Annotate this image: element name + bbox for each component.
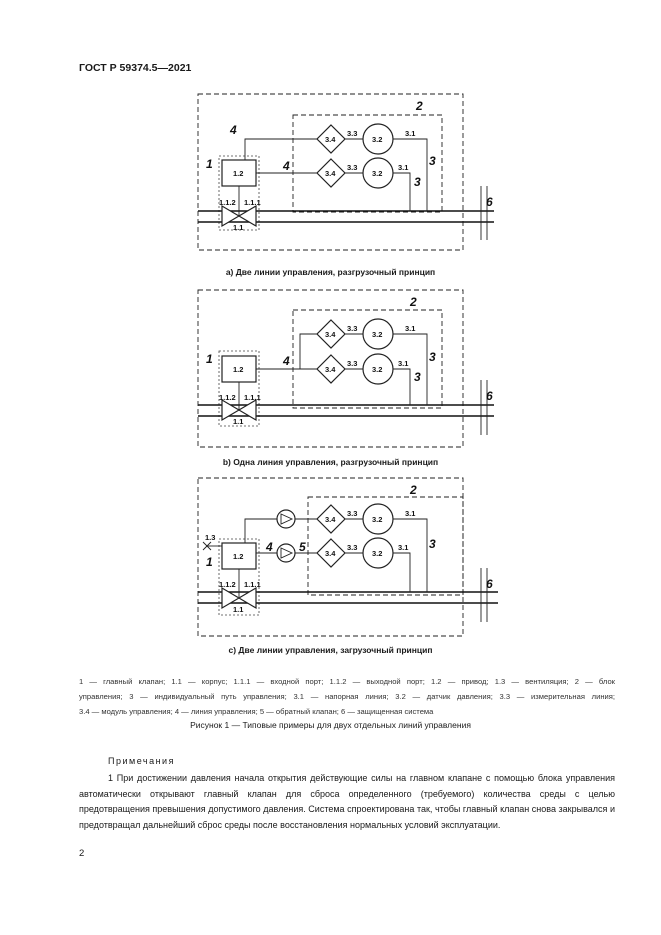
label-n3: 3 [414,370,421,384]
label-n6: 6 [486,195,493,209]
label-n6: 6 [486,577,493,591]
label-n2: 2 [410,483,417,497]
label-3-3: 3.3 [347,543,358,552]
label-1-2: 1.2 [233,169,244,178]
legend-line: управления; 3 — индивидуальный путь управления; 3.1 — напорная линия; 3.2 — датчик давления; 3.3 — измерительная линия; [79,692,615,701]
label-3-3: 3.3 [347,324,358,333]
label-3-1: 3.1 [405,324,416,333]
label-1-1-1: 1.1.1 [244,198,261,207]
figure-a [198,94,494,250]
label-n1: 1 [206,157,213,171]
figure-c [198,478,498,636]
label-3-4: 3.4 [325,515,336,524]
label-n2: 2 [410,295,417,309]
label-n3: 3 [414,175,421,189]
label-n2: 2 [416,99,423,113]
figure-b [198,290,494,447]
label-3-2: 3.2 [372,515,383,524]
subfigure-c-caption: с) Две линии управления, загрузочный принцип [228,645,433,655]
figure-caption: Рисунок 1 — Типовые примеры для двух отдельных линий управления [190,720,471,730]
figure-legend [79,674,615,719]
label-3-2: 3.2 [372,330,383,339]
label-3-4: 3.4 [325,169,336,178]
label-3-1: 3.1 [398,163,409,172]
label-n3: 3 [429,537,436,551]
legend-line: 1 — главный клапан; 1.1 — корпус; 1.1.1 — входной порт; 1.1.2 — выходной порт; 1.2 — привод; 1.3 — вентиляция; 2 — блок [79,677,615,686]
label-3-3: 3.3 [347,359,358,368]
label-n4: 4 [283,354,290,368]
label-n3: 3 [429,350,436,364]
subfigure-a-caption: а) Две линии управления, разгрузочный принцип [225,267,436,277]
label-3-3: 3.3 [347,163,358,172]
label-1-3: 1.3 [205,533,216,542]
label-3-4: 3.4 [325,135,336,144]
label-3-2: 3.2 [372,169,383,178]
label-1-2: 1.2 [233,552,244,561]
page-number: 2 [79,848,85,859]
note-1-text: 1 При достижении давления начала открытия действующие силы на главном клапане с помощью блока управления автоматически открывают главный клапан для сброса определенного (требуемого) количества среды с целью предотвращения превышения допустимого давления. Система спроектирована так, чтобы главный клапан снова закрывался и предотвращал дальнейший сброс среды после восстановления нормальных условий эксплуатации. [79,773,615,830]
label-3-2: 3.2 [372,549,383,558]
legend-line: 3.4 — модуль управления; 4 — линия управления; 5 — обратный клапан; 6 — защищенная система [79,707,434,716]
document-header: ГОСТ Р 59374.5—2021 [79,62,192,74]
label-3-4: 3.4 [325,330,336,339]
label-1-1: 1.1 [233,417,244,426]
label-3-2: 3.2 [372,135,383,144]
label-3-1: 3.1 [405,509,416,518]
label-3-3: 3.3 [347,129,358,138]
label-3-3: 3.3 [347,509,358,518]
label-3-4: 3.4 [325,549,336,558]
label-1-1-1: 1.1.1 [244,580,261,589]
label-3-4: 3.4 [325,365,336,374]
label-1-2: 1.2 [233,365,244,374]
label-3-1: 3.1 [398,543,409,552]
label-1-1: 1.1 [233,223,244,232]
label-1-1-2: 1.1.2 [219,198,236,207]
label-n6: 6 [486,389,493,403]
label-n1: 1 [206,352,213,366]
label-n4: 4 [266,540,273,554]
label-n4: 4 [230,123,237,137]
subfigure-b-caption: b) Одна линия управления, разгрузочный принцип [222,457,439,467]
notes-paragraph [79,771,615,833]
label-n1: 1 [206,555,213,569]
label-1-1-2: 1.1.2 [219,393,236,402]
label-1-1-2: 1.1.2 [219,580,236,589]
label-3-1: 3.1 [398,359,409,368]
label-n3: 3 [429,154,436,168]
label-3-1: 3.1 [405,129,416,138]
label-1-1: 1.1 [233,605,244,614]
label-3-2: 3.2 [372,365,383,374]
notes-heading: Примечания [108,756,175,766]
label-1-1-1: 1.1.1 [244,393,261,402]
label-n4: 4 [283,159,290,173]
label-n5: 5 [299,540,306,554]
